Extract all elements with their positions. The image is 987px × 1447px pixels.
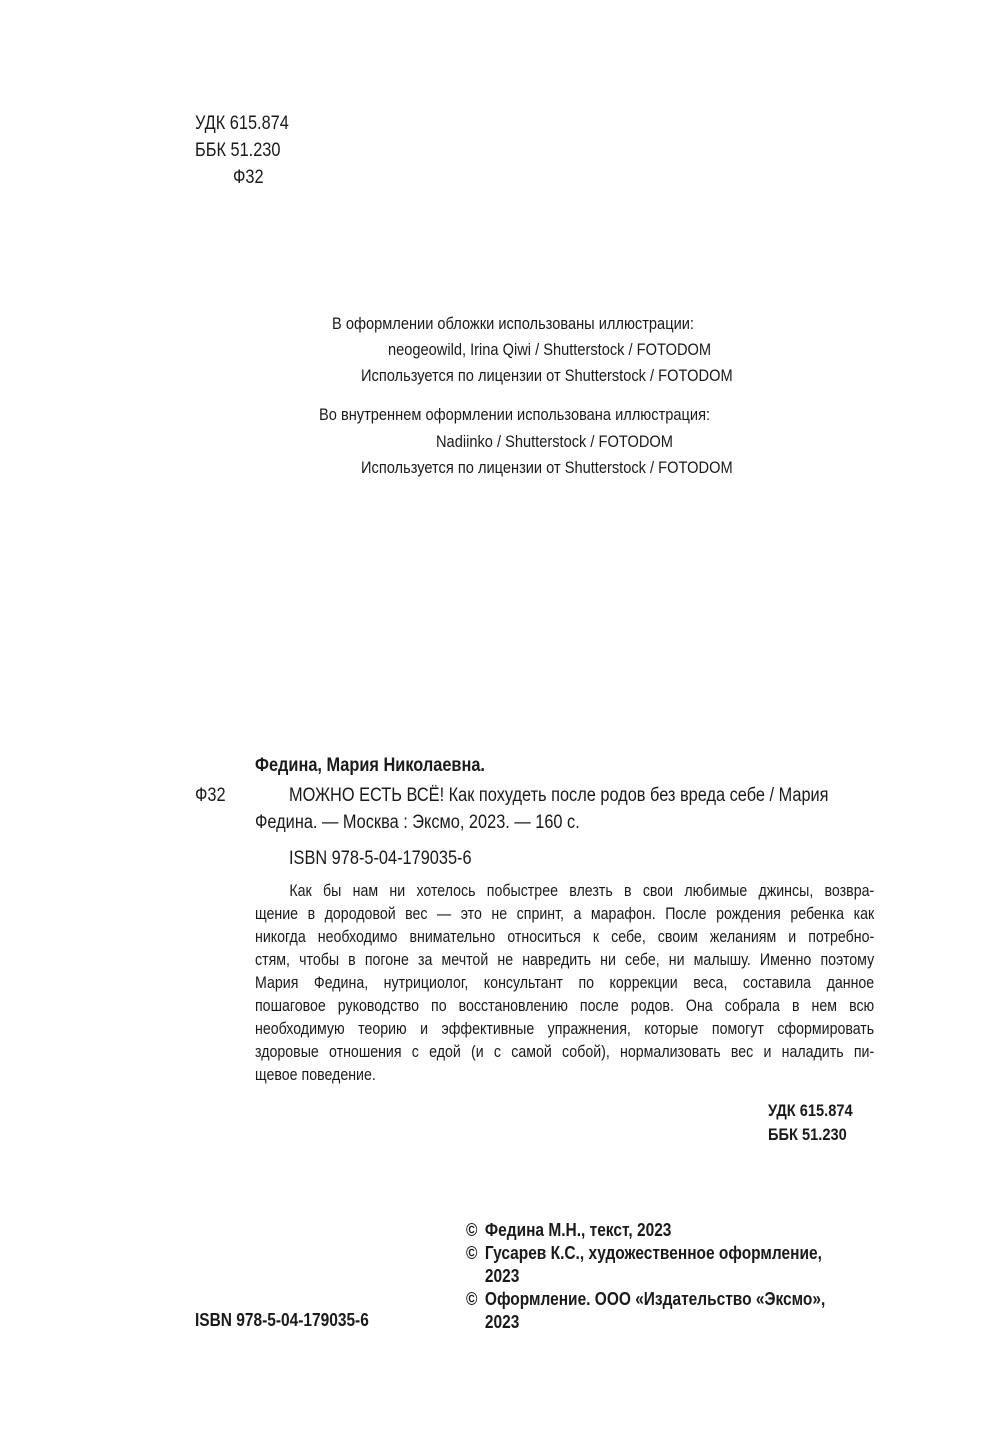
annotation [255,880,874,1087]
bbk-code: ББК 51.230 [768,1125,847,1144]
annotation-line: необходимую теорию и эффективные упражнения, которые помогут сформировать [255,1020,875,1038]
bib-author: Федина, Мария Николаевна. [255,755,485,776]
annotation-line: щевое поведение. [255,1066,376,1084]
bib-author-mark: Ф32 [195,785,226,806]
bib-title-line-2: Федина. — Москва : Эксмо, 2023. — 160 с. [255,812,580,833]
inner-credit-heading: Во внутреннем оформлении использована иллюстрация: [319,405,711,424]
copyright-design-entry [466,1242,825,1265]
udk-code-top: УДК 615.874 [195,113,289,134]
inner-credit-license: Используется по лицензии от Shutterstock / FOTODOM [361,458,733,477]
copyright-text-entry [466,1219,825,1242]
bbk-code-top: ББК 51.230 [195,140,281,161]
annotation-line: Как бы нам ни хотелось побыстрее влезть в свои любимые джинсы, возвра- [289,882,875,900]
annotation-line: стям, чтобы в погоне за мечтой не навредить ни себе, ни малышу. Именно поэтому [255,951,875,969]
bib-title-line-1: МОЖНО ЕСТЬ ВСЁ! Как похудеть после родов без вреда себе / Мария [289,785,829,806]
copyright-layout: Оформление. ООО «Издательство «Эксмо», [484,1289,826,1309]
annotation-line: Мария Федина, нутрициолог, консультант по коррекции веса, составила данное [255,974,875,992]
author-mark-top: Ф32 [233,167,264,188]
copyright-icon: © [466,1243,478,1263]
copyright-design: Гусарев К.С., художественное оформление, [484,1243,822,1263]
copyright-block [466,1219,825,1334]
copyright-icon: © [466,1289,478,1309]
annotation-line: пошаговое руководство по восстановлению после родов. Она собрала в нем всю [255,997,875,1015]
bib-isbn: ISBN 978-5-04-179035-6 [289,848,472,869]
cover-credit-license: Используется по лицензии от Shutterstock / FOTODOM [361,366,733,385]
copyright-layout-entry [466,1288,825,1311]
isbn-bottom: ISBN 978-5-04-179035-6 [195,1310,369,1330]
annotation-line: здоровые отношения с едой (и с самой собой), нормализовать вес и наладить пи- [255,1043,875,1061]
inner-credit-authors: Nadiinko / Shutterstock / FOTODOM [436,432,673,451]
cover-credit-authors: neogeowild, Irina Qiwi / Shutterstock / FOTODOM [388,340,712,359]
copyright-text: Федина М.Н., текст, 2023 [484,1220,672,1240]
cover-credit-heading: В оформлении обложки использованы иллюстрации: [332,314,694,333]
copyright-icon: © [466,1220,478,1240]
annotation-line: никогда необходимо внимательно относиться к себе, своим желаниям и потребно- [255,928,875,946]
udk-code: УДК 615.874 [768,1101,853,1120]
copyright-layout-year: 2023 [484,1312,520,1332]
annotation-line: щение в дородовой вес — это не спринт, а марафон. После рождения ребенка как [255,905,875,923]
copyright-design-year: 2023 [484,1266,520,1286]
